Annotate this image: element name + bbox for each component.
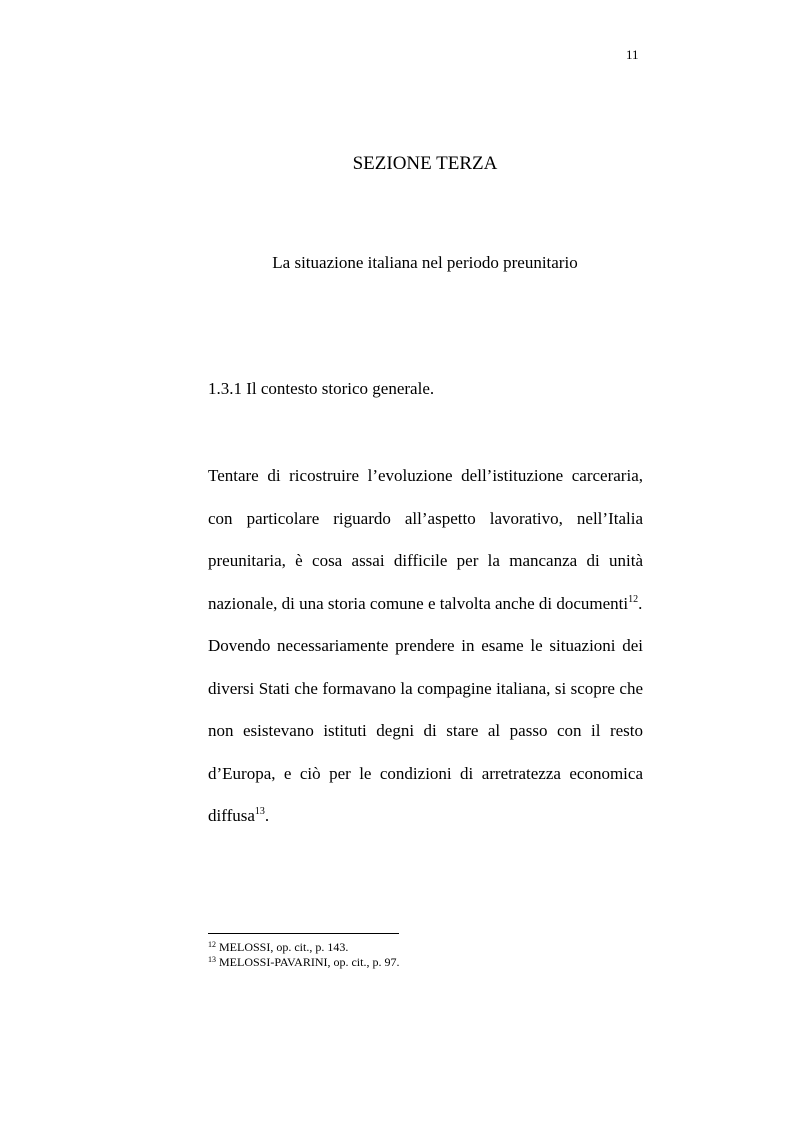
footnote: [208, 955, 399, 970]
footnote-divider: [208, 933, 399, 934]
footnote-number: 13: [208, 955, 216, 964]
subsection-heading: 1.3.1 Il contesto storico generale.: [208, 379, 435, 398]
page-number: 11: [626, 47, 639, 62]
section-title: SEZIONE TERZA: [352, 153, 498, 174]
footnote: [208, 940, 399, 955]
body-text: [208, 455, 643, 838]
paragraph-text: Dovendo necessariamente prendere in esame le situazioni dei diversi Stati che formavano la compagine italiana, si scopre che non esistevano istituti degni di stare al passo con il resto d’Europa, e ciò per le condizioni di arretratezza economica diffusa: [208, 636, 643, 825]
paragraph-end: .: [264, 806, 270, 825]
section-subtitle: La situazione italiana nel periodo preunitario: [272, 253, 578, 272]
paragraph: [208, 455, 643, 625]
footnote-number: 12: [208, 940, 216, 949]
footnote-reference: 13: [254, 806, 265, 817]
paragraph: [208, 625, 643, 838]
paragraph-text: Tentare di ricostruire l’evoluzione dell’istituzione carceraria, con particolare riguardo all’aspetto lavorativo, nell’Italia preunitaria, è cosa assai difficile per la mancanza di unità nazionale, di una storia comune e talvolta anche di documenti: [208, 466, 643, 613]
footnotes: [208, 940, 399, 970]
footnote-reference: 12: [628, 593, 639, 605]
footnote-text: MELOSSI, op. cit., p. 143.: [219, 940, 349, 954]
paragraph-end: .: [638, 593, 643, 613]
footnote-text: MELOSSI-PAVARINI, op. cit., p. 97.: [219, 955, 400, 969]
